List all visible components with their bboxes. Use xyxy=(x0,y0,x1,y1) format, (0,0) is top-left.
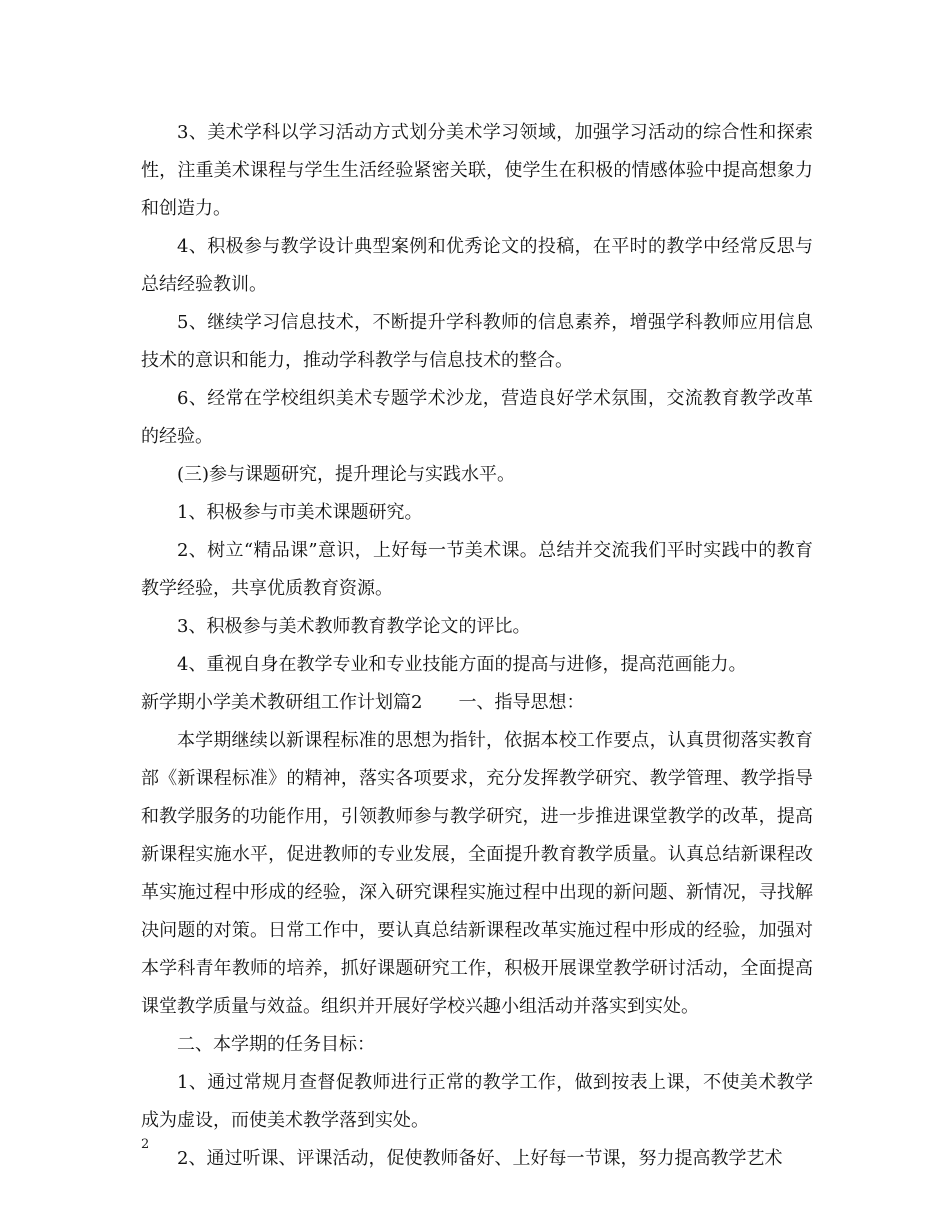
section-heading: (三)参与课题研究，提升理论与实践水平。 xyxy=(177,464,516,485)
paragraph: 本学期继续以新课程标准的思想为指针，依据本校工作要点，认真贯彻落实教育部《新课程标准》的精神，落实各项要求，充分发挥教学研究、教学管理、教学指导和教学服务的功能作用，引领教师参与教学研究，进一步推进课堂教学的改革，提高新课程实施水平，促进教师的专业发展，全面提升教育教学质量。认真总结新课程改革实施过程中形成的经验，深入研究课程实施过程中出现的新问题、新情况，寻找解决问题的对策。日常工作中，要认真总结新课程改革实施过程中形成的经验，加强对本学科青年教师的培养，抓好课题研究工作，积极开展课堂教学研讨活动，全面提高课堂教学质量与效益。组织并开展好学校兴趣小组活动并落实到实处。 xyxy=(141,730,813,1017)
document-body xyxy=(141,114,813,1178)
paragraph: 1、通过常规月查督促教师进行正常的教学工作，做到按表上课，不使美术教学成为虚设，而使美术教学落到实处。 xyxy=(141,1072,813,1131)
paragraph: 2、树立“精品课”意识，上好每一节美术课。总结并交流我们平时实践中的教育教学经验，共享优质教育资源。 xyxy=(141,540,813,599)
paragraph: 1、积极参与市美术课题研究。 xyxy=(177,502,423,523)
paragraph: 4、重视自身在教学专业和专业技能方面的提高与进修，提高范画能力。 xyxy=(177,654,747,675)
page-number: 2 xyxy=(141,1137,150,1152)
paragraph: 6、经常在学校组织美术专题学术沙龙，营造良好学术氛围，交流教育教学改革的经验。 xyxy=(141,388,813,447)
paragraph: 5、继续学习信息技术，不断提升学科教师的信息素养，增强学科教师应用信息技术的意识和能力，推动学科教学与信息技术的整合。 xyxy=(141,312,813,371)
paragraph: 4、积极参与教学设计典型案例和优秀论文的投稿，在平时的教学中经常反思与总结经验教训。 xyxy=(141,236,813,295)
section-heading: 二、本学期的任务目标： xyxy=(177,1034,375,1055)
article-title-line: 新学期小学美术教研组工作计划篇2 一、指导思想： xyxy=(141,692,585,713)
paragraph: 3、积极参与美术教师教育教学论文的评比。 xyxy=(177,616,531,637)
paragraph: 3、美术学科以学习活动方式划分美术学习领域，加强学习活动的综合性和探索性，注重美术课程与学生生活经验紧密关联，使学生在积极的情感体验中提高想象力和创造力。 xyxy=(141,122,813,219)
paragraph: 2、通过听课、评课活动，促使教师备好、上好每一节课，努力提高教学艺术 xyxy=(177,1148,783,1169)
